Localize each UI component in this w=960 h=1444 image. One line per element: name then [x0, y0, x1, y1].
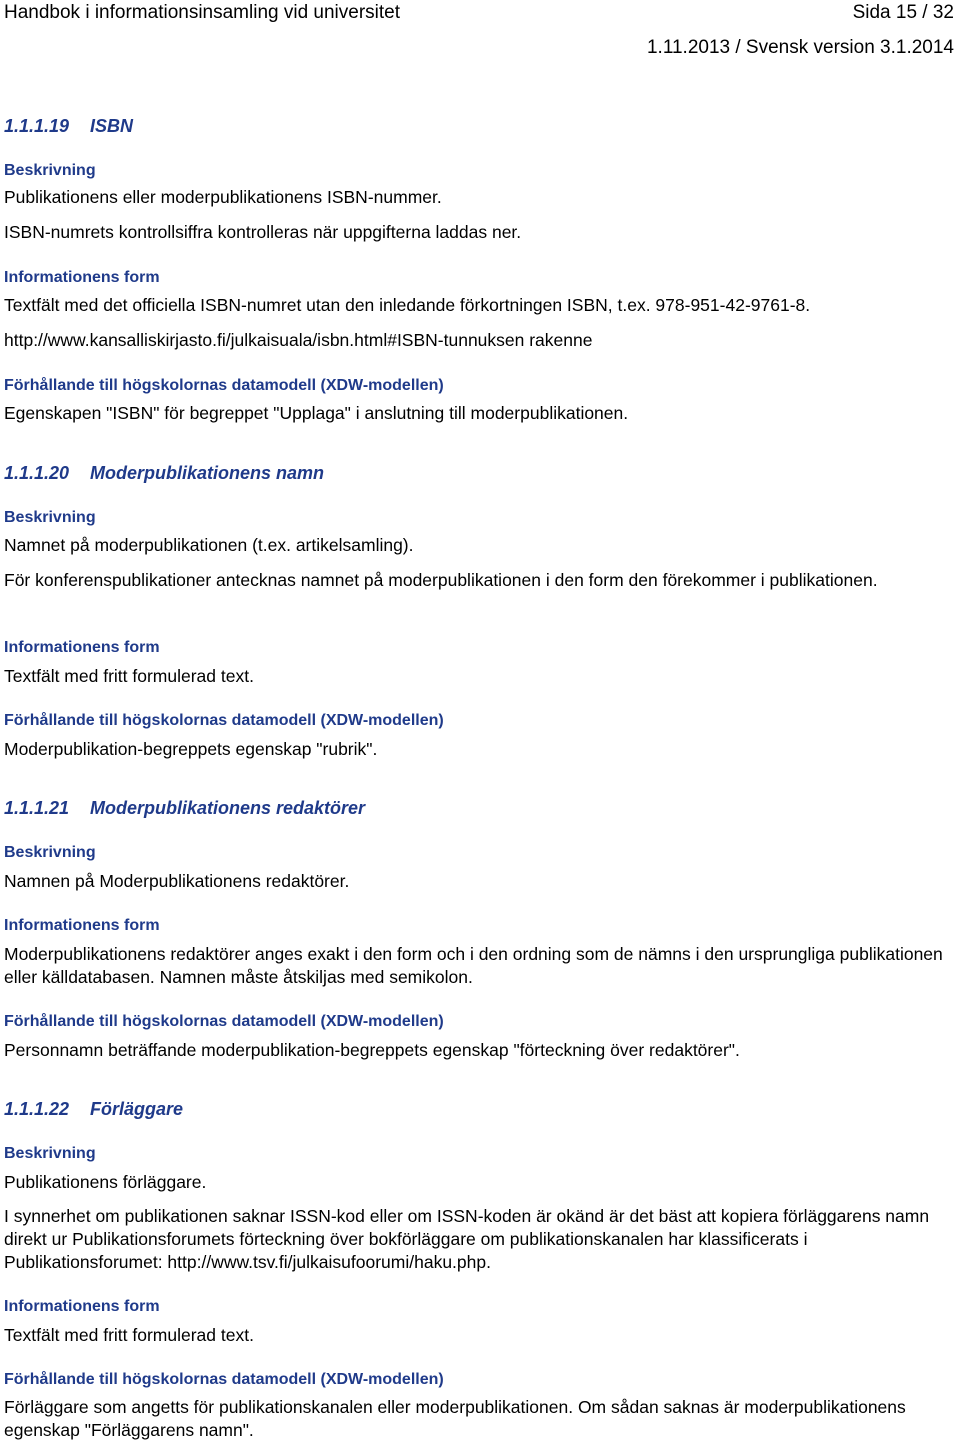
label-informationens-form: Informationens form	[4, 639, 160, 656]
paragraph: Personnamn beträffande moderpublikation-begreppets egenskap "förteckning över redaktörer".	[4, 1040, 740, 1060]
section-number: 1.1.1.22	[4, 1099, 70, 1119]
paragraph: Namnet på moderpublikationen (t.ex. artikelsamling).	[4, 535, 414, 555]
paragraph: Textfält med fritt formulerad text.	[4, 666, 254, 686]
section-title: Moderpublikationens namn	[90, 463, 325, 483]
label-xdw-model: Förhållande till högskolornas datamodell (XDW-modellen)	[4, 712, 444, 729]
label-beskrivning: Beskrivning	[4, 509, 96, 526]
paragraph: Textfält med fritt formulerad text.	[4, 1325, 254, 1345]
paragraph: Förläggare som angetts för publikationskanalen eller moderpublikationen. Om sådan saknas är moderpublikationens egenskap "Förläggarens namn".	[4, 1397, 906, 1440]
paragraph: Namnen på Moderpublikationens redaktörer.	[4, 871, 350, 891]
version-info: 1.11.2013 / Svensk version 3.1.2014	[646, 37, 954, 58]
paragraph: Publikationens förläggare.	[4, 1172, 207, 1192]
section-title: Moderpublikationens redaktörer	[90, 798, 366, 818]
paragraph: Textfält med det officiella ISBN-numret utan den inledande förkortningen ISBN, t.ex. 978-951-42-9761-8.	[4, 295, 811, 315]
label-beskrivning: Beskrivning	[4, 162, 96, 179]
section-title: Förläggare	[90, 1099, 184, 1119]
section-heading-moderpublikationens-namn	[4, 462, 324, 484]
section-number: 1.1.1.19	[4, 116, 70, 136]
reference-link[interactable]: http://www.kansalliskirjasto.fi/julkaisuala/isbn.html#ISBN-tunnuksen rakenne	[4, 330, 593, 350]
label-xdw-model: Förhållande till högskolornas datamodell (XDW-modellen)	[4, 377, 444, 394]
label-beskrivning: Beskrivning	[4, 1145, 96, 1162]
section-heading-isbn	[4, 115, 133, 137]
section-heading-forlaggare	[4, 1098, 183, 1120]
label-informationens-form: Informationens form	[4, 917, 160, 934]
paragraph: För konferenspublikationer antecknas namnet på moderpublikationen i den form den förekommer i publikationen.	[4, 570, 878, 590]
paragraph: Moderpublikation-begreppets egenskap "rubrik".	[4, 739, 378, 759]
label-xdw-model: Förhållande till högskolornas datamodell (XDW-modellen)	[4, 1013, 444, 1030]
label-xdw-model: Förhållande till högskolornas datamodell (XDW-modellen)	[4, 1371, 444, 1388]
document-title: Handbok i informationsinsamling vid universitet	[4, 2, 401, 23]
section-heading-moderpublikationens-redaktorer	[4, 797, 365, 819]
paragraph: Publikationens eller moderpublikationens ISBN-nummer.	[4, 187, 442, 207]
paragraph: I synnerhet om publikationen saknar ISSN-kod eller om ISSN-koden är okänd är det bäst att kopiera förläggarens namn direkt ur Publikationsforumets förteckning över bokförläggare om publikationskanalen har klassificerats i Publikationsforumet: http://www.tsv.fi/julkaisufoorumi/haku.php.	[4, 1206, 930, 1272]
section-number: 1.1.1.21	[4, 798, 70, 818]
section-title: ISBN	[90, 116, 134, 136]
page-number: Sida 15 / 32	[852, 2, 954, 23]
label-informationens-form: Informationens form	[4, 269, 160, 286]
paragraph: Egenskapen "ISBN" för begreppet "Upplaga" i anslutning till moderpublikationen.	[4, 403, 629, 423]
label-beskrivning: Beskrivning	[4, 844, 96, 861]
label-informationens-form: Informationens form	[4, 1298, 160, 1315]
section-number: 1.1.1.20	[4, 463, 70, 483]
paragraph: ISBN-numrets kontrollsiffra kontrolleras när uppgifterna laddas ner.	[4, 222, 522, 242]
paragraph: Moderpublikationens redaktörer anges exakt i den form och i den ordning som de nämns i den ursprungliga publikationen eller källdatabasen. Namnen måste åtskiljas med semikolon.	[4, 944, 943, 987]
